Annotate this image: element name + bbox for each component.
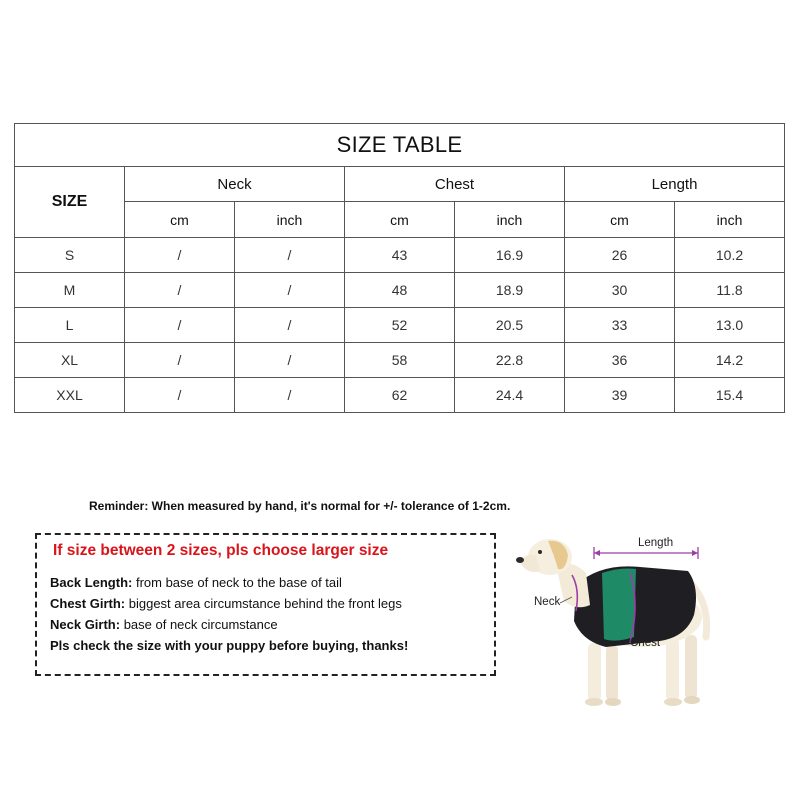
chest-girth-text: biggest area circumstance behind the front legs [125,596,402,611]
neck-girth-note [50,617,278,632]
length-inch-cell: 15.4 [675,378,785,413]
dog-leg [606,645,618,701]
table-title: SIZE TABLE [15,124,785,167]
table-row [15,343,785,378]
unit-header: inch [235,202,345,238]
neck-label: Neck [534,596,561,608]
table-row [15,238,785,273]
back-length-label: Back Length: [50,575,133,590]
length-header: Length [565,167,785,202]
dog-leg [685,635,697,699]
dog-leg [666,639,679,701]
neck-inch-cell: / [235,308,345,343]
unit-header: cm [125,202,235,238]
dog-nose [516,557,524,563]
unit-header: inch [455,202,565,238]
size-header: SIZE [15,167,125,238]
back-length-note [50,575,342,590]
length-cm-cell: 33 [565,308,675,343]
length-cm-cell: 26 [565,238,675,273]
chest-inch-cell: 18.9 [455,273,565,308]
chest-cm-cell: 58 [345,343,455,378]
back-length-text: from base of neck to the base of tail [132,575,342,590]
dog-measurement-figure [510,525,770,715]
size-note-box [35,533,496,676]
unit-header: cm [345,202,455,238]
neck-cm-cell: / [125,238,235,273]
neck-inch-cell: / [235,378,345,413]
chest-label: Chest [630,637,661,649]
chest-inch-cell: 22.8 [455,343,565,378]
dog-illustration [510,525,770,715]
length-inch-cell: 14.2 [675,343,785,378]
chest-cm-cell: 62 [345,378,455,413]
length-arrow-left [594,550,600,556]
chest-cm-cell: 43 [345,238,455,273]
table-row [15,308,785,343]
length-cm-cell: 30 [565,273,675,308]
neck-inch-cell: / [235,238,345,273]
dog-paw [684,696,700,704]
dog-paw [585,698,603,706]
measurement-reminder: Reminder: When measured by hand, it's normal for +/- tolerance of 1-2cm. [89,499,511,513]
chest-cm-cell: 52 [345,308,455,343]
chest-girth-label: Chest Girth: [50,596,126,611]
length-label: Length [638,537,674,549]
size-cell: L [15,308,125,343]
neck-inch-cell: / [235,343,345,378]
dog-coat-panel [602,569,636,641]
neck-cm-cell: / [125,273,235,308]
length-cm-cell: 36 [565,343,675,378]
chest-inch-cell: 20.5 [455,308,565,343]
length-inch-cell: 11.8 [675,273,785,308]
dog-leg [588,643,601,701]
size-cell: XXL [15,378,125,413]
neck-cm-cell: / [125,308,235,343]
dog-paw [664,698,682,706]
dog-eye [538,550,542,554]
length-arrow-right [692,550,698,556]
chest-header: Chest [345,167,565,202]
length-inch-cell: 13.0 [675,308,785,343]
chest-girth-note [50,596,402,611]
note-heading: If size between 2 sizes, pls choose larger size [53,542,389,559]
table-row [15,378,785,413]
neck-header: Neck [125,167,345,202]
length-cm-cell: 39 [565,378,675,413]
size-table [14,123,785,413]
chest-cm-cell: 48 [345,273,455,308]
length-inch-cell: 10.2 [675,238,785,273]
size-cell: S [15,238,125,273]
chest-inch-cell: 24.4 [455,378,565,413]
chest-inch-cell: 16.9 [455,238,565,273]
neck-cm-cell: / [125,343,235,378]
size-cell: M [15,273,125,308]
dog-paw [605,698,621,706]
unit-header: cm [565,202,675,238]
neck-girth-text: base of neck circumstance [120,617,278,632]
check-size-note: Pls check the size with your puppy before buying, thanks! [50,638,409,653]
table-row [15,273,785,308]
neck-inch-cell: / [235,273,345,308]
unit-header: inch [675,202,785,238]
size-cell: XL [15,343,125,378]
neck-cm-cell: / [125,378,235,413]
neck-girth-label: Neck Girth: [50,617,121,632]
